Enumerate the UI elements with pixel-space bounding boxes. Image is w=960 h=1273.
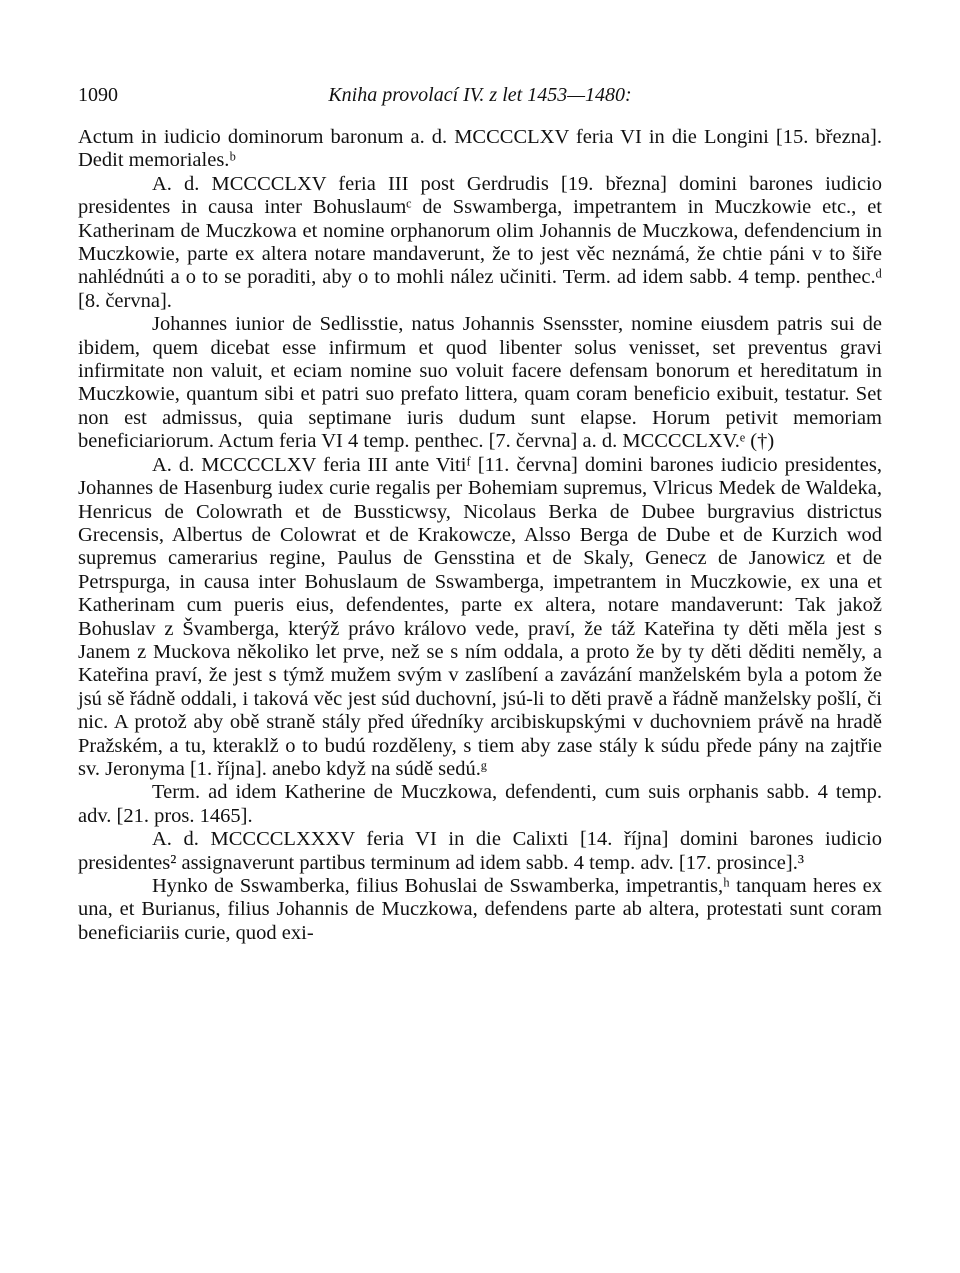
paragraph: A. d. MCCCCLXV feria III ante Vitiᶠ [11. června] domini barones iudicio presidentes, Johannes de Hasenburg iudex curie regalis per Bohemiam supremus, Vlricus Medek de Waldeka, Henricus de Colowrath et de Bussticwsy, Nicolaus Berka de Dubee burgravius districtus Grecensis, Albertus de Colowrat et de Krakowcze, Alsso Berga de Dube et de Kurzich wod supremus camerarius regine, Paulus de Gensstina et de Skaly, Genecz de Janowicz et de Petrspurga, in causa inter Bohuslaum de Sswamberga, impetrantem in Muczkowie, ex una et Katherinam cum pueris eius, defendentes, parte ex altera, notare mandaverunt: Tak jakož Bohuslav z Švamberga, kterýž právo královo vede, praví, že táž Kateřina ty děti měla jest s Janem z Muckova několiko let prve, než se s ním oddala, a proto že by ty děti děditi neměly, a Kateřina praví, že jest s týmž mužem svým v zaslíbení a zavázání manželském byla a potom že jsú sě řádně oddali, i taková věc jest súd duchovní, jsú-li to děti pravě a řádně manželsky pošlí, či nic. A protož aby obě straně stály před úředníky arcibiskupskými v duchovniem právě na hradě Pražském, a tu, kteraklž o to budú rozděleny, s tiem aby zase stály k súdu přede pány na zajtřie sv. Jeronyma [1. října]. anebo když na súdě sedú.ᵍ (78, 453, 882, 780)
body-text (78, 126, 882, 945)
paragraph: Actum in iudicio dominorum baronum a. d. MCCCCLXV feria VI in die Longini [15. března]. Dedit memoriales.ᵇ (78, 126, 882, 172)
page-number: 1090 (78, 84, 118, 106)
paragraph: A. d. MCCCCLXXXV feria VI in die Calixti [14. října] domini barones iudicio presidentes² assignaverunt partibus terminum ad idem sabb. 4 temp. adv. [17. prosince].³ (78, 828, 882, 874)
document-page (78, 84, 882, 945)
paragraph: A. d. MCCCCLXV feria III post Gerdrudis [19. března] domini barones iudicio presidentes in causa inter Bohuslaumᶜ de Sswamberga, impetrantem in Muczkowie etc., et Katherinam de Muczkowa et nomine orphanorum olim Johannis de Muczkowa, defendencium in Muczkowie, parte ex altera notare mandaverunt, že to jest věc neznámá, že chtie páni v to šiře nahlédnúti a o to se poraditi, aby o to mohli nález učiniti. Term. ad idem sabb. 4 temp. penthec.ᵈ [8. června]. (78, 172, 882, 312)
page-header (78, 84, 882, 114)
paragraph: Hynko de Sswamberka, filius Bohuslai de Sswamberka, impetrantis,ʰ tanquam heres ex una, et Burianus, filius Johannis de Muczkowa, defendens parte ab altera, protestati sunt coram beneficiariis curie, quod exi- (78, 875, 882, 944)
running-title: Kniha provolací IV. z let 1453—1480: (328, 84, 632, 106)
paragraph: Johannes iunior de Sedlisstie, natus Johannis Ssensster, nomine eiusdem patris sui de ibidem, quem dicebat esse infirmum et quod libenter solus venisset, set preventus gravi infirmitate non valuit, et eciam nomine suo voluit facere defensam bonorum et hereditatum in Muczkowie, quantum sibi et patri suo prefato littera, quam coram beneficio exibuit, testatur. Set non est admissus, quia septimane iuris dudum sunt elapse. Horum petivit memoriam beneficiariorum. Actum feria VI 4 temp. penthec. [7. června] a. d. MCCCCLXV.ᵉ (†) (78, 313, 882, 453)
paragraph: Term. ad idem Katherine de Muczkowa, defendenti, cum suis orphanis sabb. 4 temp. adv. [21. pros. 1465]. (78, 781, 882, 827)
